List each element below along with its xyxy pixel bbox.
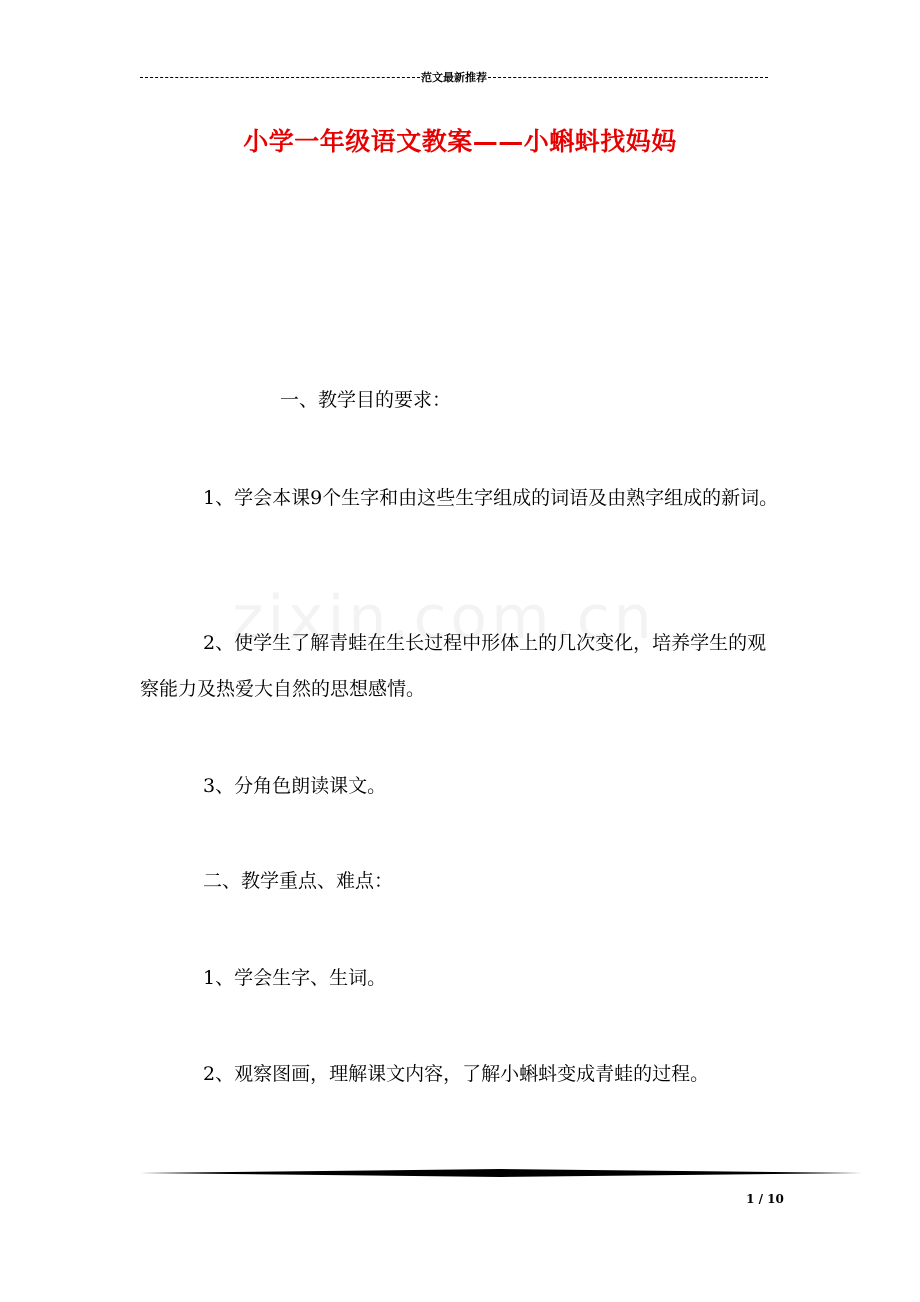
- paragraph-objective-3: 3、分角色朗读课文。: [203, 775, 387, 797]
- header-dashes-right: [488, 77, 768, 78]
- paragraph-key-point-2: 2、观察图画，理解课文内容，了解小蝌蚪变成青蛙的过程。: [203, 1063, 710, 1085]
- paragraph-objective-1: 1、学会本课9个生字和由这些生字组成的词语及由熟字组成的新词。: [203, 487, 779, 509]
- header-label: 范文最新推荐: [421, 71, 487, 84]
- paragraph-key-point-1: 1、学会生字、生词。: [203, 967, 387, 989]
- document-title: 小学一年级语文教案——小蝌蚪找妈妈: [243, 127, 677, 156]
- section-heading-objectives: 一、教学目的要求：: [280, 389, 452, 411]
- page-header: [140, 70, 768, 84]
- footer-divider: [140, 1166, 862, 1180]
- paragraph-objective-2: 2、使学生了解青蛙在生长过程中形体上的几次变化，培养学生的观察能力及热爱大自然的思想感情。: [140, 632, 767, 700]
- header-dashes-left: [140, 77, 420, 78]
- section-heading-key-points: 二、教学重点、难点：: [203, 870, 394, 892]
- page-number: 1 / 10: [746, 1192, 784, 1206]
